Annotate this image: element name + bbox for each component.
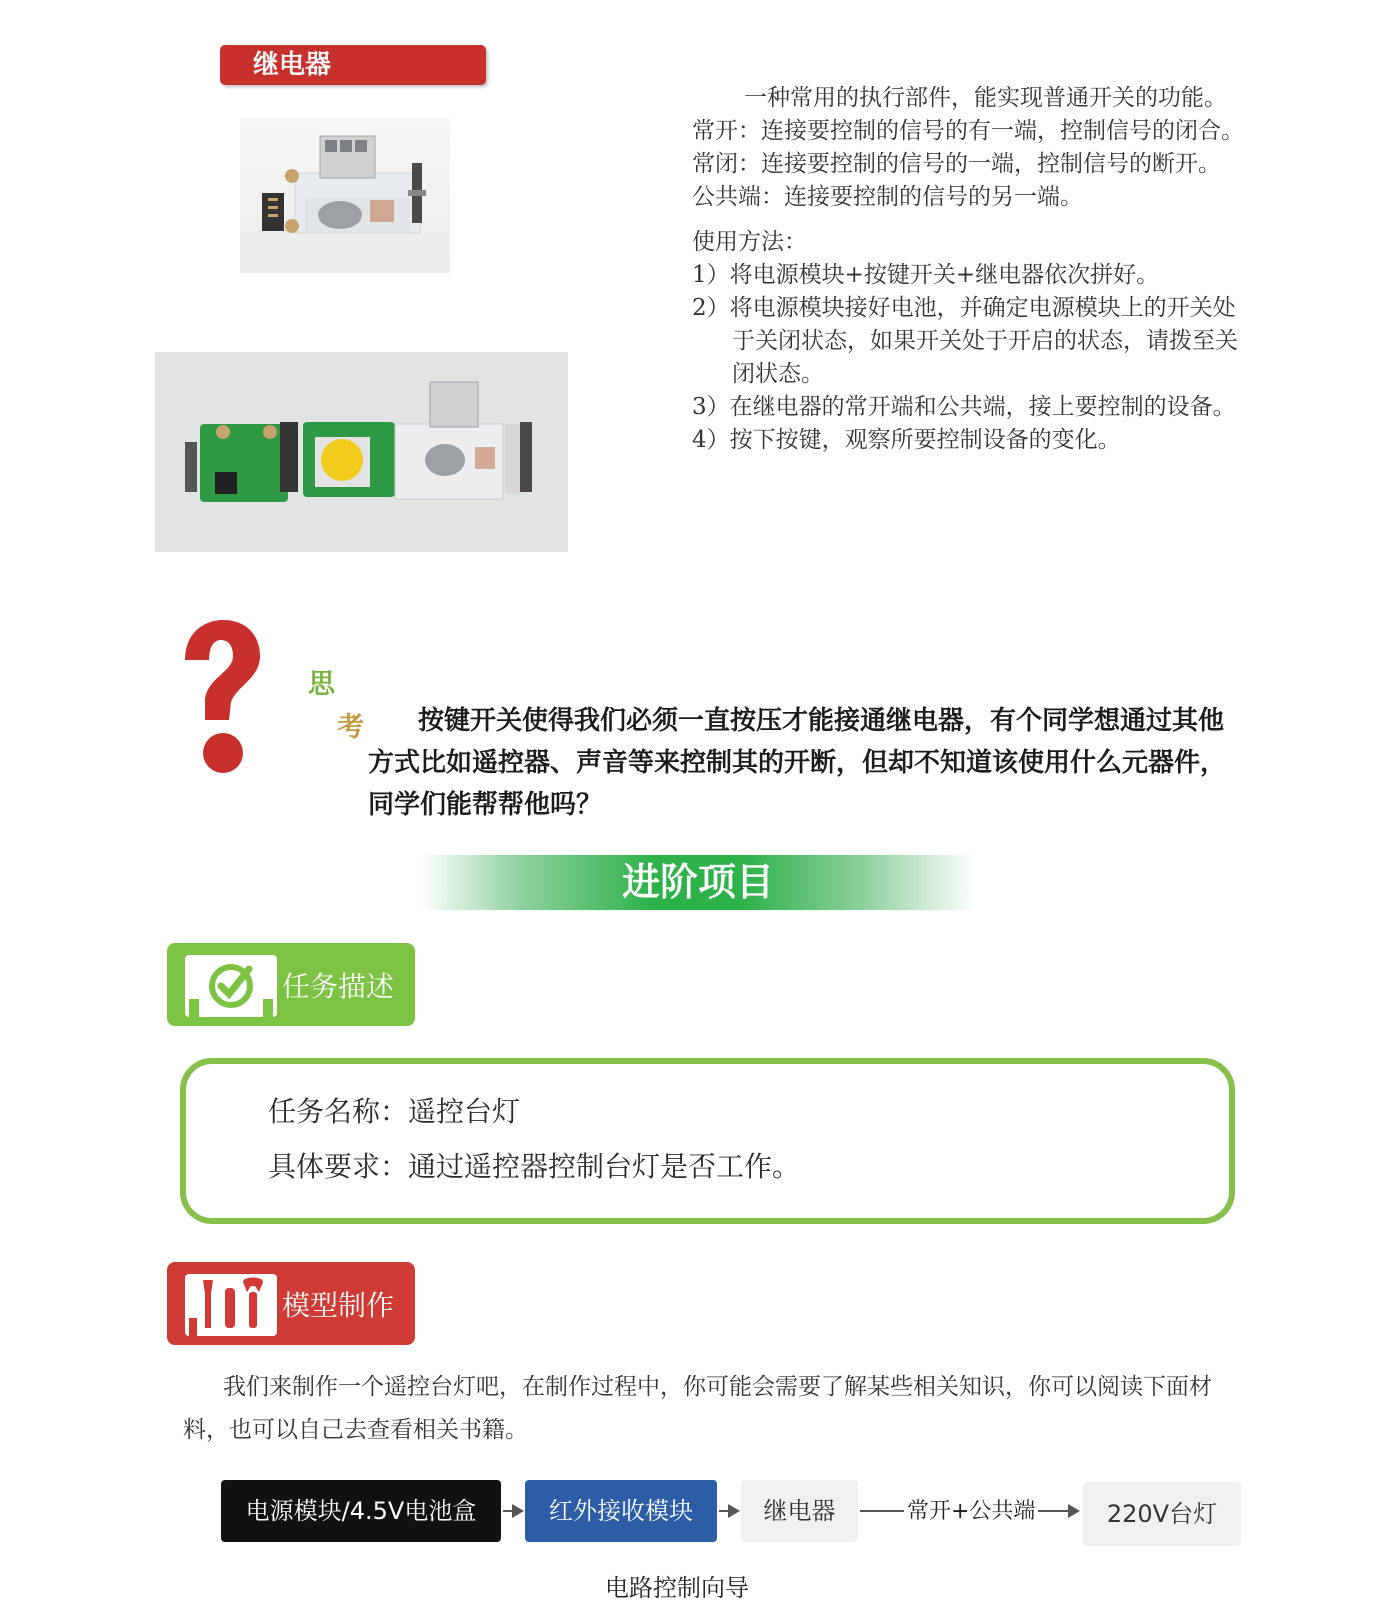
intro-paragraph: 我们来制作一个遥控台灯吧，在制作过程中，你可能会需要了解某些相关知识，你可以阅读下面材料，也可以自己去查看相关书籍。	[183, 1374, 1212, 1443]
flow-link-label: 常开+公共端	[907, 1499, 1036, 1524]
advanced-project-banner: 进阶项目	[420, 855, 976, 910]
relay-intro: 一种常用的执行部件，能实现普通开关的功能。	[744, 85, 1227, 111]
usage-step: 2）将电源模块接好电池，并确定电源模块上的开关处于关闭状态，如果开关处于开启的状态，请拨至关闭状态。	[692, 295, 1238, 387]
think-label-kao: 考	[337, 712, 364, 743]
usage-step: 3）在继电器的常开端和公共端，接上要控制的设备。	[692, 394, 1236, 420]
flow-desk-lamp: 220V台灯	[1083, 1482, 1241, 1546]
relay-common: 公共端：连接要控制的信号的另一端。	[692, 184, 1083, 210]
flow-ir-receiver: 红外接收模块	[525, 1480, 717, 1542]
usage-title: 使用方法：	[692, 229, 807, 255]
think-question: 按键开关使得我们必须一直按压才能接通继电器，有个同学想通过其他方式比如遥控器、声音等来控制其的开断，但却不知道该使用什么元器件，同学们能帮帮他吗？	[368, 706, 1227, 820]
flow-power-module: 电源模块/4.5V电池盒	[221, 1480, 501, 1542]
model-making-label: 模型制作	[282, 1289, 395, 1322]
task-name: 任务名称：遥控台灯	[268, 1095, 521, 1128]
flow-relay: 继电器	[741, 1480, 858, 1542]
relay-normally-closed: 常闭：连接要控制的信号的一端，控制信号的断开。	[692, 151, 1221, 177]
relay-normally-open: 常开：连接要控制的信号的有一端，控制信号的闭合。	[692, 118, 1244, 144]
usage-step: 1）将电源模块+按键开关+继电器依次拼好。	[692, 262, 1160, 288]
flow-caption: 电路控制向导	[605, 1574, 749, 1602]
relay-section-tag: 继电器	[220, 45, 486, 85]
task-description-label: 任务描述	[282, 970, 395, 1003]
task-requirement: 具体要求：通过遥控器控制台灯是否工作。	[268, 1150, 801, 1183]
usage-step: 4）按下按键，观察所要控制设备的变化。	[692, 427, 1121, 453]
think-label-si: 思	[308, 669, 335, 700]
